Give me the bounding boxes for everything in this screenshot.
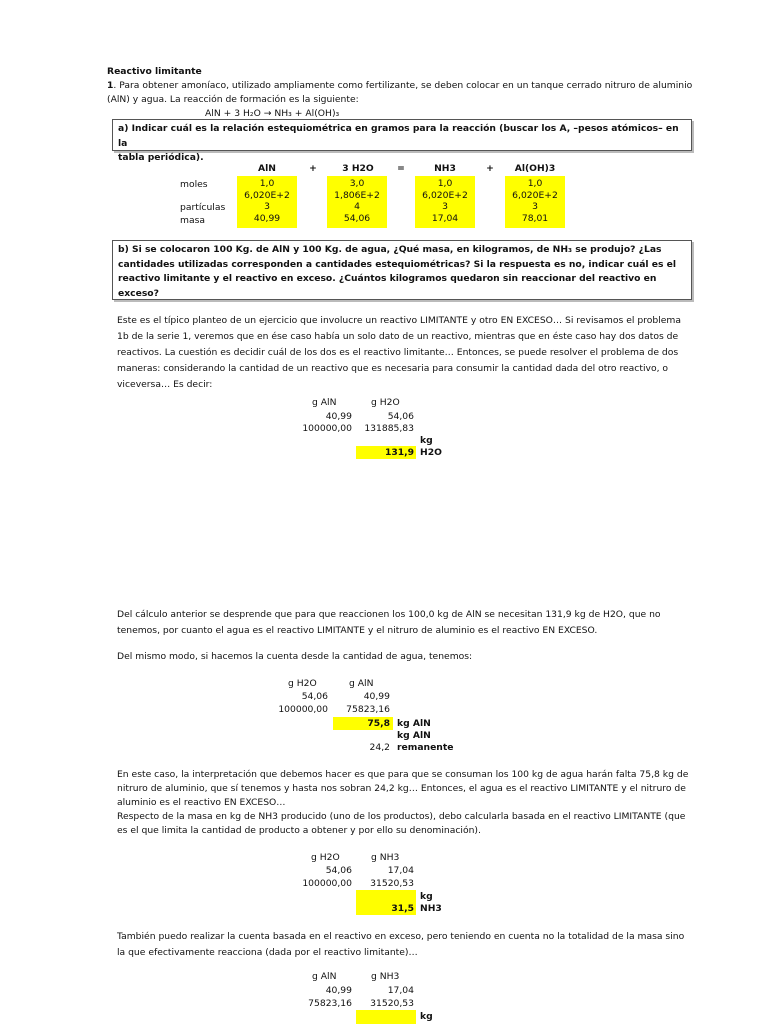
cell-particles: 6,020E+2 <box>512 189 558 201</box>
calc-result: 31,5 <box>391 903 414 914</box>
cell-moles: 1,0 <box>437 178 453 189</box>
calc-value: 54,06 <box>387 411 414 422</box>
cell-particles: 1,806E+2 <box>334 189 380 201</box>
calc-value: 17,04 <box>387 865 414 876</box>
calc-result: 75,8 <box>367 718 390 729</box>
calc-value: 75823,16 <box>346 704 390 715</box>
calc-result-label: NH3 <box>420 903 442 914</box>
paragraph-1 <box>117 313 697 393</box>
header-aln: AlN <box>258 163 276 174</box>
header-plus: + <box>486 163 494 174</box>
question-b-box <box>112 240 692 300</box>
paragraph-4 <box>117 768 697 838</box>
calc-header-1: g H2O <box>288 678 317 689</box>
calc-unit: kg <box>420 891 433 902</box>
cell-nh3 <box>415 178 475 224</box>
calc-value: 54,06 <box>301 691 328 702</box>
paragraph-2 <box>117 607 697 639</box>
text-line: tenemos, por cuanto el agua es el reactivo LIMITANTE y el nitruro de aluminio es el reactivo EN EXCESO. <box>117 625 598 636</box>
question-a-box <box>112 119 692 163</box>
header-plus: + <box>309 163 317 174</box>
question-b-line: reactivo limitante y el reactivo en exceso. ¿Cuántos kilogramos quedaron sin reaccionar del reactivo en <box>118 273 657 284</box>
cell-moles: 1,0 <box>527 178 543 189</box>
reaction-equation: AlN + 3 H₂O → NH₃ + Al(OH)₃ <box>205 108 340 119</box>
calc-unit: kg <box>420 435 433 446</box>
cell-aloh3 <box>505 178 565 224</box>
text-line: nitruro de aluminio, que sí tenemos y hasta nos sobran 24,2 kg… Entonces, el agua es el reactivo LIMITANTE y el nitruro de <box>117 783 686 794</box>
cell-mass: 40,99 <box>253 212 281 224</box>
question-a-line: tabla periódica). <box>118 152 204 163</box>
cell-particles-b: 3 <box>532 201 538 212</box>
paragraph-3: Del mismo modo, si hacemos la cuenta desde la cantidad de agua, tenemos: <box>117 651 473 662</box>
row-label-moles: moles <box>180 179 208 190</box>
header-h2o: 3 H2O <box>342 163 374 174</box>
text-line: la que efectivamente reacciona (dada por el reactivo limitante)… <box>117 947 418 958</box>
calc-value: 40,99 <box>363 691 390 702</box>
calc-header-1: g AlN <box>312 397 337 408</box>
calc-value: 100000,00 <box>302 423 352 434</box>
text-line: es el que limita la cantidad de producto a obtener y por ello su denominación). <box>117 825 481 836</box>
text-line: 1b de la serie 1, veremos que en ése caso había un solo dato de un reactivo, mientras que en éste caso hay dos datos de <box>117 331 679 342</box>
calc-header-2: g NH3 <box>371 971 400 982</box>
text-line: aluminio es el reactivo EN EXCESO… <box>117 797 286 808</box>
text-line: Este es el típico planteo de un ejercicio que involucre un reactivo LIMITANTE y otro EN EXCESO… Si revisamos el problema <box>117 315 681 326</box>
header-aloh3: Al(OH)3 <box>514 163 556 174</box>
calc-value: 54,06 <box>325 865 352 876</box>
calc-result-label: H2O <box>420 447 442 458</box>
cell-h2o <box>327 178 387 224</box>
calc-remain: 24,2 <box>369 742 390 753</box>
row-label-masa: masa <box>180 215 205 226</box>
calc-header-2: g H2O <box>371 397 400 408</box>
cell-particles-b: 3 <box>442 201 448 212</box>
calc-unit: kg <box>420 1011 433 1022</box>
question-a-line: a) Indicar cuál es la relación estequiométrica en gramos para la reacción (buscar los A, –pesos atómicos– en la <box>118 123 679 149</box>
text-line: En este caso, la interpretación que debemos hacer es que para que se consuman los 100 kg de agua harán falta 75,8 kg de <box>117 769 689 780</box>
cell-particles-b: 3 <box>264 201 270 212</box>
question-b-line: b) Si se colocaron 100 Kg. de AlN y 100 Kg. de agua, ¿Qué masa, en kilogramos, de NH₃ se produjo? ¿Las <box>118 244 662 255</box>
paragraph-5 <box>117 929 697 961</box>
calc-value: 40,99 <box>325 411 352 422</box>
question-b-line: exceso? <box>118 287 159 299</box>
text-line: Del cálculo anterior se desprende que para que reaccionen los 100,0 kg de AlN se necesitan 131,9 kg de H2O, que no <box>117 609 661 620</box>
cell-particles: 6,020E+2 <box>422 189 468 201</box>
calc-result-highlight <box>356 1010 416 1024</box>
text-line: maneras: considerando la cantidad de un reactivo que es necesaria para consumir la cantidad dada del otro reactivo, o <box>117 363 669 374</box>
calc-header-1: g AlN <box>312 971 337 982</box>
cell-mass: 17,04 <box>431 212 459 224</box>
page-title: Reactivo limitante <box>107 66 202 77</box>
cell-particles-b: 4 <box>354 201 360 212</box>
cell-mass: 78,01 <box>521 212 549 224</box>
calc-header-2: g NH3 <box>371 852 400 863</box>
calc-value: 31520,53 <box>370 878 414 889</box>
calc-result: 131,9 <box>384 447 414 458</box>
calc-value: 100000,00 <box>278 704 328 715</box>
calc-value: 131885,83 <box>364 423 414 434</box>
calc-value: 40,99 <box>325 985 352 996</box>
text-line: reactivos. La cuestión es decidir cuál de los dos es el reactivo limitante… Entonces, se puede resolver el problema de dos <box>117 347 679 358</box>
header-nh3: NH3 <box>434 163 456 174</box>
calc-unit: kg AlN <box>397 730 431 741</box>
cell-mass: 54,06 <box>343 212 371 224</box>
calc-remain-label: remanente <box>397 742 454 753</box>
row-label-particulas: partículas <box>180 202 226 213</box>
intro-line-1: 1. Para obtener amoníaco, utilizado ampliamente como fertilizante, se deben colocar en un tanque cerrado nitruro de aluminio <box>107 80 693 91</box>
cell-particles: 6,020E+2 <box>244 189 290 201</box>
calc-header-1: g H2O <box>311 852 340 863</box>
calc-value: 31520,53 <box>370 998 414 1009</box>
calc-value: 17,04 <box>387 985 414 996</box>
intro-line-2: (AlN) y agua. La reacción de formación es la siguiente: <box>107 94 359 105</box>
calc-value: 75823,16 <box>308 998 352 1009</box>
question-b-line: cantidades utilizadas corresponden a cantidades estequiométricas? Si la respuesta es no, indicar cuál es el <box>118 258 677 270</box>
calc-result-label: kg AlN <box>397 718 431 729</box>
text-line: Respecto de la masa en kg de NH3 producido (uno de los productos), debo calcularla basada en el reactivo LIMITANTE (que <box>117 811 686 822</box>
header-equals: = <box>397 163 405 174</box>
problem-number: 1 <box>107 80 114 91</box>
calc-header-2: g AlN <box>349 678 374 689</box>
calc-value: 100000,00 <box>302 878 352 889</box>
text-line: También puedo realizar la cuenta basada en el reactivo en exceso, pero teniendo en cuenta no la totalidad de la masa sino <box>117 931 685 942</box>
text-line: viceversa… Es decir: <box>117 379 213 390</box>
cell-aln <box>237 178 297 224</box>
cell-moles: 1,0 <box>259 178 275 189</box>
cell-moles: 3,0 <box>349 178 365 189</box>
